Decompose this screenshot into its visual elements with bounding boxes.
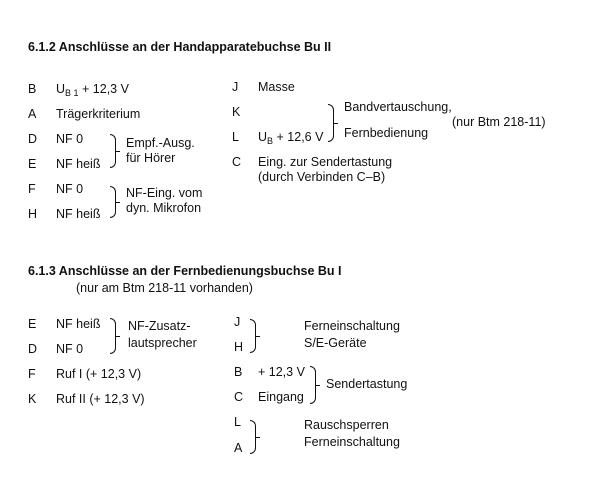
pin-d-value: NF 0 [56,132,84,146]
pin-j2-label: J [234,315,241,329]
empf-line2: für Hörer [126,151,176,165]
pin-f-label: F [28,182,36,196]
pin-d2-value: NF 0 [56,342,84,356]
pin-k2-value: Ruf II (+ 12,3 V) [56,392,145,406]
pin-k2-label: K [28,392,37,406]
pin-c-label: C [232,155,242,169]
pin-b-label: B [28,82,37,96]
pin-b2-value: + 12,3 V [258,365,305,379]
pin-e2-value: NF heiß [56,317,101,331]
pin-j-value: Masse [258,80,295,94]
pin-c2-value: Eingang [258,390,304,404]
pin-d-label: D [28,132,38,146]
pin-a-value: Trägerkriterium [56,107,141,121]
pin-h-value: NF heiß [56,207,101,221]
pin-c2-label: C [234,390,244,404]
nur-btm-text: (nur Btm 218-11) [452,115,546,129]
brace-fernein1 [250,319,256,353]
pin-j-label: J [232,80,239,94]
pin-f2-value: Ruf I (+ 12,3 V) [56,367,142,381]
pin-l-value: $U_B + 12,6$ V [258,130,324,146]
nf-eing-line1: NF-Eing. vom [126,186,203,200]
pin-k-label: K [232,105,241,119]
nf-zusatz-line1: NF-Zusatz- [128,319,191,333]
empf-line1: Empf.-Ausg. [126,136,195,150]
heading-6-1-2: 6.1.2 Anschlüsse an der Handapparatebuchse Bu II [28,40,332,54]
bandvert-text: Bandvertauschung, [344,100,452,114]
brace-empf [110,134,116,168]
sendertast-text: Sendertastung [326,377,408,391]
pin-f2-label: F [28,367,36,381]
pin-h2-label: H [234,340,244,354]
pin-e-label: E [28,157,37,171]
fernein1-line1: Ferneinschaltung [304,319,400,333]
pin-l2-label: L [234,415,241,429]
rausch-line2: Ferneinschaltung [304,435,400,449]
pin-a2-label: A [234,441,243,455]
nf-eing-line2: dyn. Mikrofon [126,201,202,215]
rausch-line1: Rauschsperren [304,418,389,432]
fernbed-text: Fernbedienung [344,126,429,140]
pin-h-label: H [28,207,38,221]
pin-e-value: NF heiß [56,157,101,171]
brace-rausch [250,420,256,454]
pin-a-label: A [28,107,37,121]
pin-b2-label: B [234,365,243,379]
brace-nf-eing [110,186,116,218]
fernein1-line2: S/E-Geräte [304,336,367,350]
pin-c-note: (durch Verbinden C–B) [258,170,386,184]
pin-c-value: Eing. zur Sendertastung [258,155,393,169]
pin-d2-label: D [28,342,38,356]
brace-bandvert [328,104,334,142]
heading-6-1-3: 6.1.3 Anschlüsse an der Fernbedienungsbuchse Bu I [28,264,342,278]
subheading-6-1-3: (nur am Btm 218-11 vorhanden) [76,281,253,295]
pin-b-value: $U_{B 1} + 12,3$ V [56,82,129,98]
pin-l-label: L [232,130,239,144]
brace-sendertast [310,366,316,404]
nf-zusatz-line2: lautsprecher [128,336,197,350]
pin-f-value: NF 0 [56,182,84,196]
brace-nf-zusatz [110,318,116,354]
pin-e2-label: E [28,317,37,331]
